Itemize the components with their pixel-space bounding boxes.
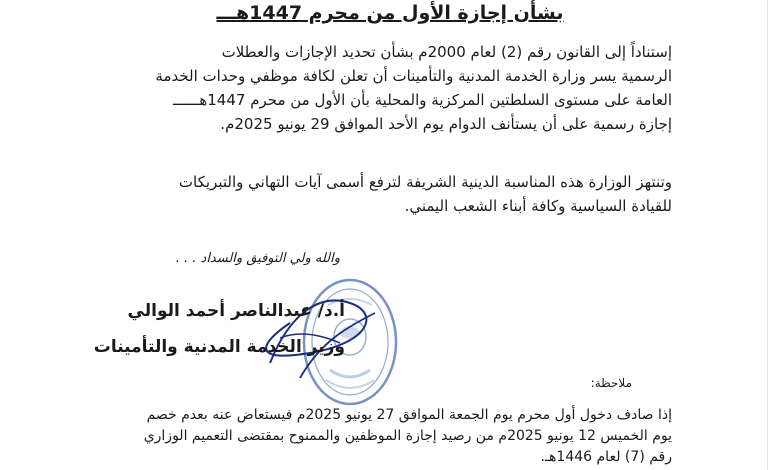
main-paragraph [92,40,672,136]
paragraph-line: إجازة رسمية على أن يستأنف الدوام يوم الأحد الموافق 29 يونيو 2025م. [220,115,672,133]
paragraph-line: الرسمية يسر وزارة الخدمة المدنية والتأمينات أن تعلن لكافة موظفي وحدات الخدمة [155,67,672,85]
note-label: ملاحظة: [590,376,632,390]
document-title: بشأن إجازة الأول من محرم 1447هـــ [216,2,564,24]
congratulation-paragraph [92,170,672,218]
paragraph-line: إستناداً إلى القانون رقم (2) لعام 2000م بشأن تحديد الإجازات والعطلات [221,43,672,61]
page-edge [767,0,768,470]
note-line: إذا صادف دخول أول محرم يوم الجمعة الموافق 27 يونيو 2025م فيستعاض عنه بعدم خصم [146,407,672,423]
signatory-name: أ.د/ عبدالناصر أحمد الوالي [127,301,345,321]
signatory-title: وزير الخدمة المدنية والتأمينات [93,337,345,357]
paragraph-line: العامة على مستوى السلطتين المركزية والمحلية بأن الأول من محرم 1447هــــــ [172,91,672,109]
paragraph-line: وتنتهز الوزارة هذه المناسبة الدينية الشريفة لترفع أسمى آيات التهاني والتبريكات [178,173,672,191]
note-line: يوم الخميس 12 يونيو 2025م من رصيد إجازة الموظفين والممنوح بمقتضى التعميم الوزاري [143,428,672,444]
note-line: رقم (7) لعام 1446هـ. [540,449,672,465]
paragraph-line: للقيادة السياسية وكافة أبناء الشعب اليمني. [404,197,672,215]
note-paragraph [92,405,672,468]
closing-phrase: والله ولي التوفيق والسداد . . . [175,251,340,266]
